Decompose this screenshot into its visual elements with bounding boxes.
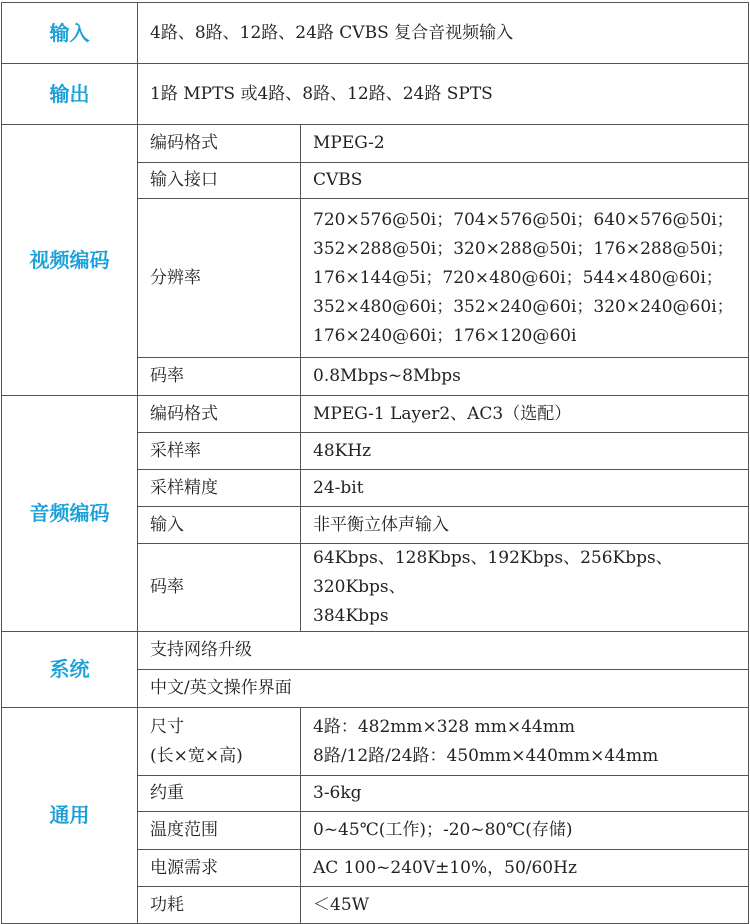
general-power-value: AC 100~240V±10%，50/60Hz: [301, 850, 749, 887]
audio-codec-label: 编码格式: [138, 396, 301, 433]
row-input: [2, 3, 749, 64]
row-output: [2, 64, 749, 125]
resolution-line: 176×240@60i；176×120@60i: [313, 325, 577, 346]
audio-precision-value: 24-bit: [301, 470, 749, 507]
section-title-output: 输出: [2, 64, 138, 125]
audio-samplerate-label: 采样率: [138, 433, 301, 470]
input-value: 4路、8路、12路、24路 CVBS 复合音视频输入: [138, 3, 749, 64]
bitrate-line: 64Kbps、128Kbps、192Kbps、256Kbps、320Kbps、: [313, 548, 673, 597]
video-interface-value: CVBS: [301, 163, 749, 199]
size-value-line: 4路：482mm×328 mm×44mm: [313, 716, 575, 737]
system-language-value: 中文/英文操作界面: [138, 670, 749, 708]
general-weight-label: 约重: [138, 776, 301, 812]
audio-bitrate-value: [301, 544, 749, 632]
row-audio-codec: [2, 396, 749, 433]
general-consumption-value: ＜45W: [301, 887, 749, 924]
size-value-line: 8路/12路/24路：450mm×440mm×44mm: [313, 745, 659, 766]
general-temperature-label: 温度范围: [138, 812, 301, 850]
output-value: 1路 MPTS 或4路、8路、12路、24路 SPTS: [138, 64, 749, 125]
video-interface-label: 输入接口: [138, 163, 301, 199]
system-upgrade-value: 支持网络升级: [138, 632, 749, 670]
general-weight-value: 3-6kg: [301, 776, 749, 812]
audio-input-value: 非平衡立体声输入: [301, 507, 749, 544]
resolution-line: 720×576@50i；704×576@50i；640×576@50i；: [313, 209, 734, 230]
video-resolution-value: [301, 199, 749, 358]
section-title-system: 系统: [2, 632, 138, 708]
general-size-value: [301, 708, 749, 776]
audio-input-label: 输入: [138, 507, 301, 544]
audio-samplerate-value: 48KHz: [301, 433, 749, 470]
audio-codec-value: MPEG-1 Layer2、AC3（选配）: [301, 396, 749, 433]
section-title-input: 输入: [2, 3, 138, 64]
video-bitrate-label: 码率: [138, 358, 301, 396]
video-codec-label: 编码格式: [138, 125, 301, 163]
size-label-line: (长×宽×高): [150, 745, 243, 766]
video-resolution-label: 分辨率: [138, 199, 301, 358]
row-general-size: [2, 708, 749, 776]
row-system-upgrade: [2, 632, 749, 670]
video-bitrate-value: 0.8Mbps~8Mbps: [301, 358, 749, 396]
section-title-video: 视频编码: [2, 125, 138, 396]
resolution-line: 176×144@5i；720×480@60i；544×480@60i；: [313, 267, 723, 288]
general-temperature-value: 0~45℃(工作)；-20~80℃(存储): [301, 812, 749, 850]
spec-table: [1, 2, 749, 924]
video-codec-value: MPEG-2: [301, 125, 749, 163]
audio-bitrate-label: 码率: [138, 544, 301, 632]
audio-precision-label: 采样精度: [138, 470, 301, 507]
resolution-line: 352×288@50i；320×288@50i；176×288@50i；: [313, 238, 734, 259]
row-video-codec: [2, 125, 749, 163]
general-power-label: 电源需求: [138, 850, 301, 887]
resolution-line: 352×480@60i；352×240@60i；320×240@60i；: [313, 296, 734, 317]
bitrate-line: 384Kbps: [313, 606, 389, 626]
section-title-audio: 音频编码: [2, 396, 138, 632]
size-label-line: 尺寸: [150, 716, 184, 737]
general-consumption-label: 功耗: [138, 887, 301, 924]
general-size-label: [138, 708, 301, 776]
section-title-general: 通用: [2, 708, 138, 924]
